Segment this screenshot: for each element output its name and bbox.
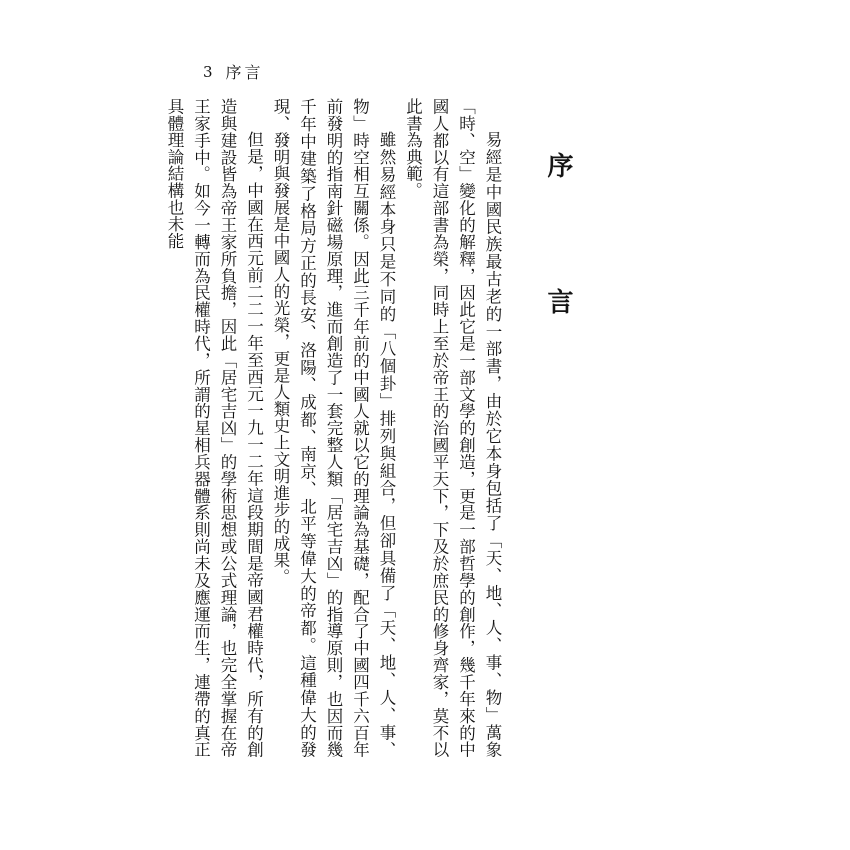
paragraph: 雖然易經本身只是不同的「八個卦」排列與組合，但卻具備了「天、地、人、事、物」時空相互關係。因此三千年前的中國人就以它的理論為基礎，配合了中國四千六百年前發明的指南針磁場原理，進而創造了一套完整人類「居宅吉凶」的指導原則，也因而幾千年中建築了格局方正的長安、洛陽、成都、南京、北平等偉大的帝都。這種偉大的發現、發明與發展是中國人的光榮，更是人類史上文明進步的成果。: [271, 98, 396, 758]
running-title: 序言: [225, 63, 264, 82]
page-number: 3: [203, 62, 216, 81]
running-header: [203, 60, 264, 83]
chapter-title: 序 言: [543, 152, 573, 356]
preface-body: [165, 98, 505, 758]
paragraph: 易經是中國民族最古老的一部書，由於它本身包括了「天、地、人、事、物」萬象「時、空」變化的解釋，因此它是一部文學的創造，更是一部哲學的創作，幾千年來的中國人都以有這部書為榮，同時上至於帝王的治國平天下，下及於庶民的修身齊家，莫不以此書為典範。: [403, 98, 502, 758]
paragraph: 但是，中國在西元前二二一年至西元一九一二年這段期間是帝國君權時代，所有的創造與建設皆為帝王家所負擔，因此「居宅吉凶」的學術思想或公式理論，也完全掌握在帝王家手中。如今一轉而為民權時代，所謂的星相兵器體系則尚未及應運而生，連帶的真正具體理論結構也未能: [165, 98, 264, 758]
